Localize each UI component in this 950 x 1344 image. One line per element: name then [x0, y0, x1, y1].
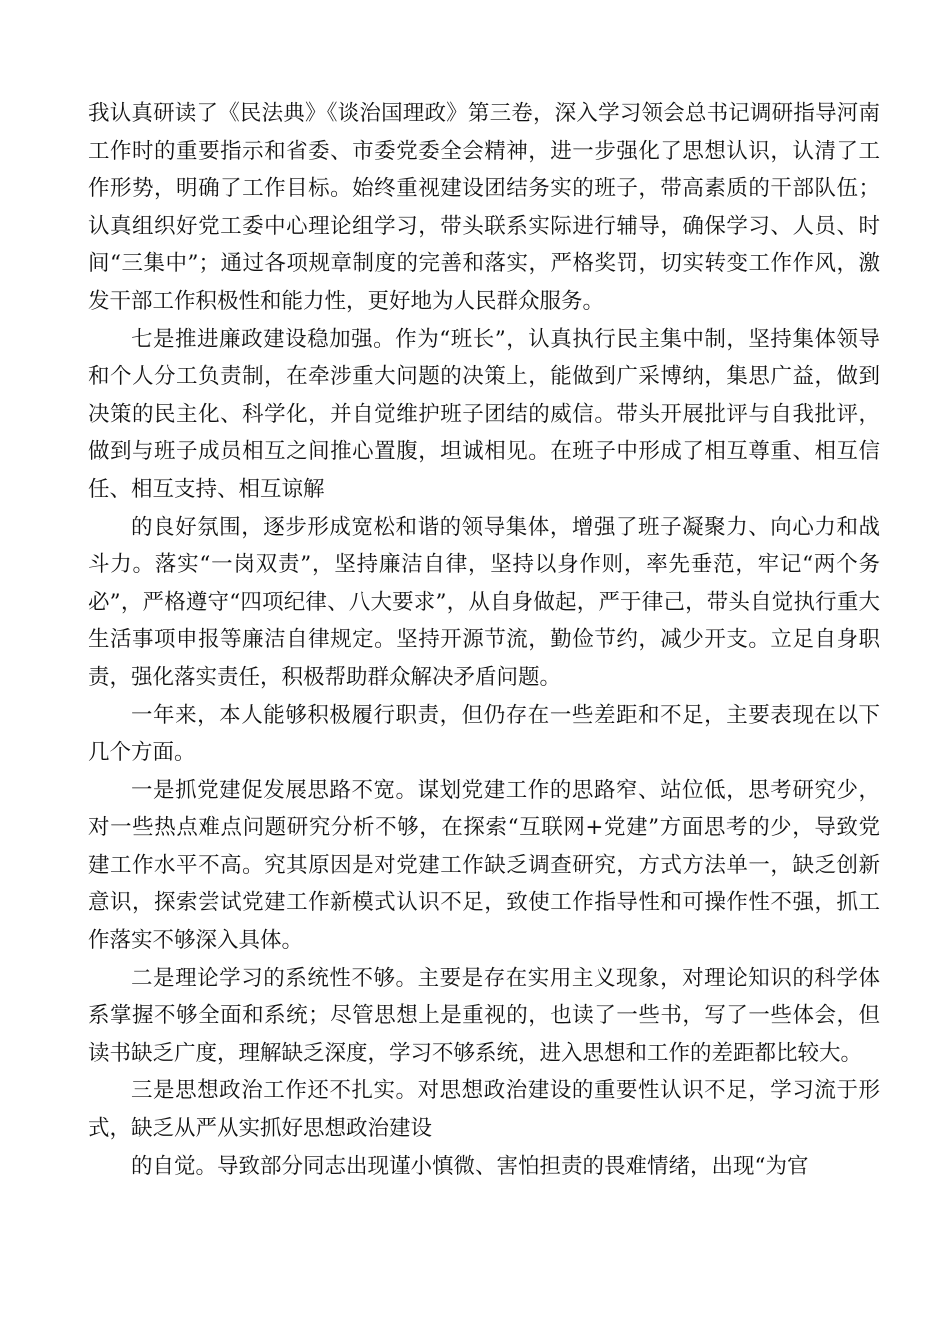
- paragraph-study-and-team-building: 我认真研读了《民法典》《谈治国理政》第三卷，深入学习领会总书记调研指导河南工作时的重要指示和省委、市委党委全会精神，进一步强化了思想认识，认清了工作形势，明确了工作目标。始终重视建设团结务实的班子，带高素质的干部队伍；认真组织好党工委中心理论组学习，带头联系实际进行辅导，确保学习、人员、时间“三集中”；通过各项规章制度的完善和落实，严格奖罚，切实转变工作作风，激发干部工作积极性和能力性，更好地为人民群众服务。: [88, 101, 880, 314]
- paragraph-shortcoming-one: 一是抓党建促发展思路不宽。谋划党建工作的思路窄、站位低，思考研究少，对一些热点难点问题研究分析不够，在探索“互联网+党建”方面思考的少，导致党建工作水平不高。究其原因是对党建工作缺乏调查研究，方式方法单一，缺乏创新意识，探索尝试党建工作新模式认识不足，致使工作指导性和可操作性不强，抓工作落实不够深入具体。: [88, 777, 880, 954]
- paragraph-shortcoming-three: 三是思想政治工作还不扎实。对思想政治建设的重要性认识不足，学习流于形式，缺乏从严从实抓好思想政治建设: [88, 1078, 880, 1142]
- paragraph-integrity-continued: 的良好氛围，逐步形成宽松和谐的领导集体，增强了班子凝聚力、向心力和战斗力。落实“一岗双责”，坚持廉洁自律，坚持以身作则，率先垂范，牢记“两个务必”，严格遵守“四项纪律、八大要求”，从自身做起，严于律己，带头自觉执行重大生活事项申报等廉洁自律规定。坚持开源节流，勤俭节约，减少开支。立足自身职责，强化落实责任，积极帮助群众解决矛盾问题。: [88, 514, 880, 690]
- paragraph-shortcoming-three-continued: 的自觉。导致部分同志出现谨小慎微、害怕担责的畏难情绪，出现“为官: [131, 1153, 809, 1179]
- paragraph-point-seven-integrity: 七是推进廉政建设稳加强。作为“班长”，认真执行民主集中制，坚持集体领导和个人分工负责制，在牵涉重大问题的决策上，能做到广采博纳，集思广益，做到决策的民主化、科学化，并自觉维护班子团结的威信。带头开展批评与自我批评，做到与班子成员相互之间推心置腹，坦诚相见。在班子中形成了相互尊重、相互信任、相互支持、相互谅解: [88, 326, 880, 502]
- document-body: [88, 95, 880, 1185]
- paragraph-shortcomings-intro: 一年来，本人能够积极履行职责，但仍存在一些差距和不足，主要表现在以下几个方面。: [88, 702, 880, 766]
- paragraph-shortcoming-two: 二是理论学习的系统性不够。主要是存在实用主义现象，对理论知识的科学体系掌握不够全面和系统；尽管思想上是重视的，也读了一些书，写了一些体会，但读书缺乏广度，理解缺乏深度，学习不够系统，进入思想和工作的差距都比较大。: [88, 965, 880, 1066]
